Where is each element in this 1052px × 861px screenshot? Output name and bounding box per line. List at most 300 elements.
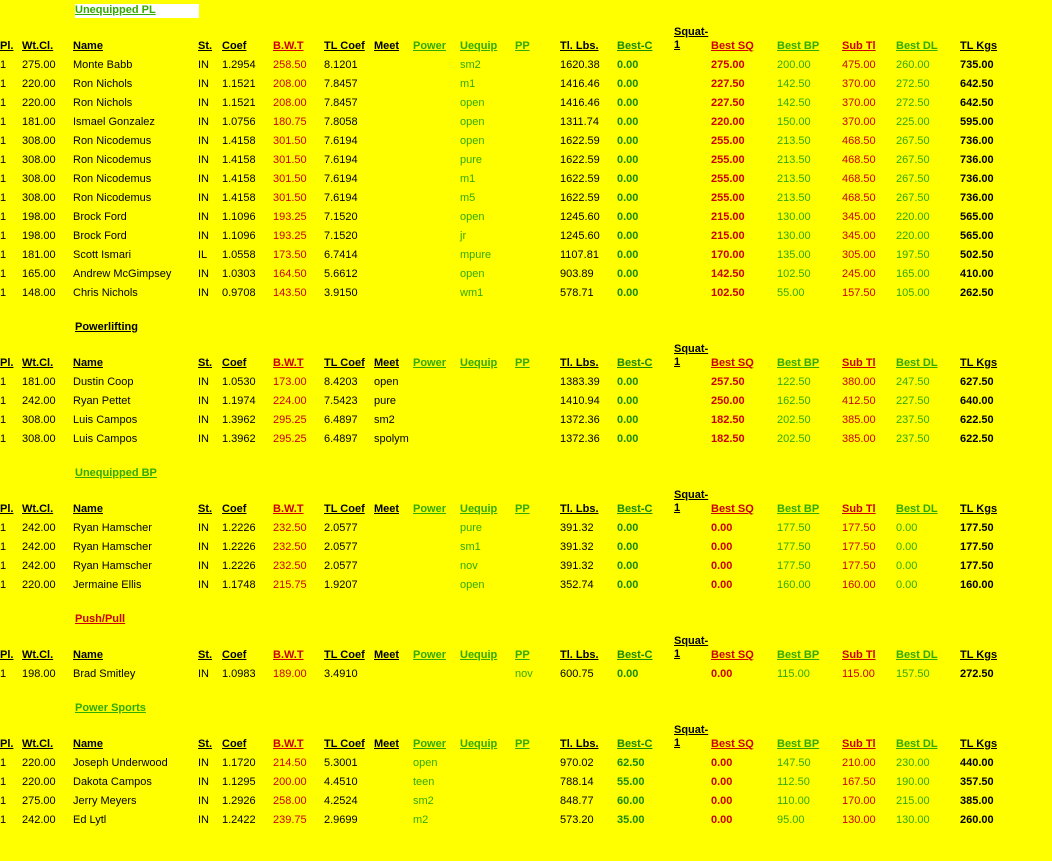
cell-st: IN bbox=[198, 541, 209, 553]
cell-st: IN bbox=[198, 414, 209, 426]
header-best-c[interactable]: Best-C bbox=[617, 357, 653, 369]
cell-sub-tl: 475.00 bbox=[842, 59, 876, 71]
cell-best-c: 0.00 bbox=[617, 433, 639, 445]
cell-bwt: 214.50 bbox=[273, 757, 307, 769]
cell-pl: 1 bbox=[0, 249, 7, 261]
cell-best-bp: 142.50 bbox=[777, 97, 811, 109]
cell-st: IN bbox=[198, 173, 209, 185]
cell-tl-lbs: 1245.60 bbox=[560, 211, 600, 223]
cell-tl-coef: 7.8457 bbox=[324, 97, 358, 109]
cell-best-sq: 170.00 bbox=[711, 249, 745, 261]
table-row bbox=[0, 553, 1020, 572]
header-power[interactable]: Power bbox=[413, 357, 447, 369]
cell-pl: 1 bbox=[0, 776, 7, 788]
table-row bbox=[0, 90, 1020, 109]
cell-pp: nov bbox=[515, 668, 533, 680]
header-tl-lbs[interactable]: Tl. Lbs. bbox=[560, 40, 599, 52]
header-squat-1[interactable]: Squat-1 bbox=[674, 489, 709, 514]
cell-wt-cl: 275.00 bbox=[22, 59, 56, 71]
cell-meet: sm2 bbox=[374, 414, 395, 426]
header-tl-coef[interactable]: TL Coef bbox=[324, 738, 365, 750]
header-squat-1[interactable]: Squat-1 bbox=[674, 26, 709, 51]
cell-sub-tl: 385.00 bbox=[842, 414, 876, 426]
table-row bbox=[0, 261, 1020, 280]
cell-tl-kgs: 502.50 bbox=[960, 249, 994, 261]
cell-power bbox=[413, 90, 460, 109]
header-bwt[interactable]: B.W.T bbox=[273, 357, 304, 369]
header-tl-kgs[interactable]: TL Kgs bbox=[960, 649, 998, 661]
cell-pp bbox=[515, 388, 560, 407]
cell-coef: 1.2926 bbox=[222, 795, 256, 807]
cell-wt-cl: 308.00 bbox=[22, 173, 56, 185]
cell-sub-tl: 468.50 bbox=[842, 192, 876, 204]
cell-st: IL bbox=[198, 249, 208, 261]
header-best-bp[interactable]: Best BP bbox=[777, 357, 820, 369]
header-meet[interactable]: Meet bbox=[374, 357, 400, 369]
cell-best-c: 55.00 bbox=[617, 776, 645, 788]
cell-uequip: sm2 bbox=[460, 59, 481, 71]
cell-best-dl: 230.00 bbox=[896, 757, 930, 769]
header-tl-coef[interactable]: TL Coef bbox=[324, 503, 365, 515]
section-title[interactable]: Powerlifting bbox=[75, 321, 138, 333]
header-meet[interactable]: Meet bbox=[374, 40, 400, 52]
header-uequip[interactable]: Uequip bbox=[460, 503, 498, 515]
cell-squat-1 bbox=[674, 204, 711, 223]
cell-pp bbox=[515, 572, 560, 591]
cell-pp bbox=[515, 128, 560, 147]
cell-best-dl: 225.00 bbox=[896, 116, 930, 128]
cell-power bbox=[413, 71, 460, 90]
cell-st: IN bbox=[198, 376, 209, 388]
cell-power: m2 bbox=[413, 814, 429, 826]
cell-squat-1 bbox=[674, 109, 711, 128]
cell-sub-tl: 177.50 bbox=[842, 522, 876, 534]
header-name[interactable]: Name bbox=[73, 503, 103, 515]
cell-st: IN bbox=[198, 757, 209, 769]
header-name[interactable]: Name bbox=[73, 738, 103, 750]
cell-tl-lbs: 1620.38 bbox=[560, 59, 600, 71]
header-st[interactable]: St. bbox=[198, 40, 213, 52]
cell-wt-cl: 181.00 bbox=[22, 116, 56, 128]
header-best-bp[interactable]: Best BP bbox=[777, 649, 820, 661]
cell-st: IN bbox=[198, 154, 209, 166]
header-squat-1[interactable]: Squat-1 bbox=[674, 635, 709, 660]
header-tl-kgs[interactable]: TL Kgs bbox=[960, 357, 998, 369]
header-wt-cl[interactable]: Wt.Cl. bbox=[22, 503, 54, 515]
cell-best-dl: 197.50 bbox=[896, 249, 930, 261]
cell-bwt: 164.50 bbox=[273, 268, 307, 280]
cell-best-bp: 162.50 bbox=[777, 395, 811, 407]
cell-best-c: 0.00 bbox=[617, 230, 639, 242]
cell-best-dl: 267.50 bbox=[896, 135, 930, 147]
cell-tl-lbs: 848.77 bbox=[560, 795, 594, 807]
header-sub-tl[interactable]: Sub Tl bbox=[842, 738, 876, 750]
cell-wt-cl: 308.00 bbox=[22, 192, 56, 204]
header-tl-kgs[interactable]: TL Kgs bbox=[960, 503, 998, 515]
cell-tl-kgs: 177.50 bbox=[960, 522, 994, 534]
cell-coef: 1.0756 bbox=[222, 116, 256, 128]
table-row bbox=[0, 280, 1020, 299]
cell-best-dl: 247.50 bbox=[896, 376, 930, 388]
header-st[interactable]: St. bbox=[198, 357, 213, 369]
cell-coef: 1.1748 bbox=[222, 579, 256, 591]
cell-squat-1 bbox=[674, 52, 711, 71]
header-bwt[interactable]: B.W.T bbox=[273, 649, 304, 661]
cell-st: IN bbox=[198, 522, 209, 534]
header-tl-kgs[interactable]: TL Kgs bbox=[960, 738, 998, 750]
cell-wt-cl: 242.00 bbox=[22, 522, 56, 534]
cell-coef: 1.2226 bbox=[222, 541, 256, 553]
header-name[interactable]: Name bbox=[73, 357, 103, 369]
header-name[interactable]: Name bbox=[73, 40, 103, 52]
cell-meet bbox=[374, 807, 413, 826]
header-power[interactable]: Power bbox=[413, 649, 447, 661]
cell-power bbox=[413, 204, 460, 223]
cell-tl-coef: 2.0577 bbox=[324, 541, 358, 553]
header-st[interactable]: St. bbox=[198, 738, 213, 750]
header-best-bp[interactable]: Best BP bbox=[777, 503, 820, 515]
header-power[interactable]: Power bbox=[413, 40, 447, 52]
cell-tl-lbs: 1245.60 bbox=[560, 230, 600, 242]
header-pp[interactable]: PP bbox=[515, 40, 530, 52]
header-best-dl[interactable]: Best DL bbox=[896, 40, 938, 52]
header-uequip[interactable]: Uequip bbox=[460, 357, 498, 369]
cell-meet bbox=[374, 242, 413, 261]
cell-coef: 1.1096 bbox=[222, 230, 256, 242]
cell-power bbox=[413, 185, 460, 204]
header-coef[interactable]: Coef bbox=[222, 357, 247, 369]
cell-tl-kgs: 735.00 bbox=[960, 59, 994, 71]
cell-bwt: 258.00 bbox=[273, 795, 307, 807]
header-best-bp[interactable]: Best BP bbox=[777, 738, 820, 750]
cell-pp bbox=[515, 71, 560, 90]
cell-coef: 1.0530 bbox=[222, 376, 256, 388]
cell-name: Brock Ford bbox=[73, 230, 127, 242]
cell-sub-tl: 177.50 bbox=[842, 541, 876, 553]
cell-meet bbox=[374, 280, 413, 299]
header-coef[interactable]: Coef bbox=[222, 649, 247, 661]
header-tl-coef[interactable]: TL Coef bbox=[324, 357, 365, 369]
cell-sub-tl: 468.50 bbox=[842, 154, 876, 166]
header-coef[interactable]: Coef bbox=[222, 738, 247, 750]
table-row bbox=[0, 661, 1020, 680]
header-bwt[interactable]: B.W.T bbox=[273, 503, 304, 515]
header-pp[interactable]: PP bbox=[515, 738, 530, 750]
cell-pl: 1 bbox=[0, 433, 7, 445]
cell-uequip: m1 bbox=[460, 78, 476, 90]
cell-coef: 1.1974 bbox=[222, 395, 256, 407]
table-row bbox=[0, 204, 1020, 223]
section-title[interactable]: Unequipped BP bbox=[75, 467, 157, 479]
cell-coef: 0.9708 bbox=[222, 287, 256, 299]
cell-st: IN bbox=[198, 116, 209, 128]
cell-tl-coef: 1.9207 bbox=[324, 579, 358, 591]
table-row bbox=[0, 147, 1020, 166]
header-pl[interactable]: Pl. bbox=[0, 357, 14, 369]
cell-tl-lbs: 391.32 bbox=[560, 522, 594, 534]
cell-sub-tl: 305.00 bbox=[842, 249, 876, 261]
cell-sub-tl: 370.00 bbox=[842, 78, 876, 90]
header-power[interactable]: Power bbox=[413, 738, 447, 750]
cell-coef: 1.4158 bbox=[222, 154, 256, 166]
cell-best-bp: 202.50 bbox=[777, 433, 811, 445]
cell-best-dl: 105.00 bbox=[896, 287, 930, 299]
header-meet[interactable]: Meet bbox=[374, 649, 400, 661]
section-title[interactable]: Power Sports bbox=[75, 702, 146, 714]
header-bwt[interactable]: B.W.T bbox=[273, 738, 304, 750]
cell-tl-lbs: 1416.46 bbox=[560, 78, 600, 90]
cell-uequip: open bbox=[460, 116, 485, 128]
header-uequip[interactable]: Uequip bbox=[460, 738, 498, 750]
cell-pp bbox=[515, 185, 560, 204]
cell-meet bbox=[374, 515, 413, 534]
header-meet[interactable]: Meet bbox=[374, 503, 400, 515]
cell-power bbox=[413, 261, 460, 280]
header-squat-1[interactable]: Squat-1 bbox=[674, 343, 709, 368]
cell-tl-lbs: 573.20 bbox=[560, 814, 594, 826]
cell-squat-1 bbox=[674, 71, 711, 90]
header-tl-lbs[interactable]: Tl. Lbs. bbox=[560, 649, 599, 661]
cell-best-c: 0.00 bbox=[617, 668, 639, 680]
cell-best-bp: 55.00 bbox=[777, 287, 805, 299]
cell-bwt: 224.00 bbox=[273, 395, 307, 407]
header-pl[interactable]: Pl. bbox=[0, 503, 14, 515]
cell-sub-tl: 468.50 bbox=[842, 173, 876, 185]
cell-wt-cl: 181.00 bbox=[22, 376, 56, 388]
cell-tl-kgs: 177.50 bbox=[960, 560, 994, 572]
cell-sub-tl: 177.50 bbox=[842, 560, 876, 572]
header-wt-cl[interactable]: Wt.Cl. bbox=[22, 738, 54, 750]
header-pp[interactable]: PP bbox=[515, 357, 530, 369]
header-meet[interactable]: Meet bbox=[374, 738, 400, 750]
header-st[interactable]: St. bbox=[198, 649, 213, 661]
cell-meet bbox=[374, 128, 413, 147]
header-best-sq[interactable]: Best SQ bbox=[711, 357, 754, 369]
header-tl-kgs[interactable]: TL Kgs bbox=[960, 40, 998, 52]
cell-best-dl: 267.50 bbox=[896, 154, 930, 166]
cell-power bbox=[413, 426, 460, 445]
header-best-sq[interactable]: Best SQ bbox=[711, 649, 754, 661]
table-row bbox=[0, 242, 1020, 261]
cell-name: Joseph Underwood bbox=[73, 757, 168, 769]
header-tl-lbs[interactable]: Tl. Lbs. bbox=[560, 738, 599, 750]
section-title[interactable]: Push/Pull bbox=[75, 613, 126, 625]
header-name[interactable]: Name bbox=[73, 649, 103, 661]
cell-best-bp: 130.00 bbox=[777, 211, 811, 223]
cell-sub-tl: 345.00 bbox=[842, 211, 876, 223]
cell-wt-cl: 220.00 bbox=[22, 579, 56, 591]
cell-sub-tl: 157.50 bbox=[842, 287, 876, 299]
cell-meet bbox=[374, 261, 413, 280]
header-sub-tl[interactable]: Sub Tl bbox=[842, 40, 876, 52]
cell-bwt: 193.25 bbox=[273, 211, 307, 223]
cell-sub-tl: 370.00 bbox=[842, 97, 876, 109]
cell-best-sq: 250.00 bbox=[711, 395, 745, 407]
cell-bwt: 301.50 bbox=[273, 154, 307, 166]
header-tl-lbs[interactable]: Tl. Lbs. bbox=[560, 357, 599, 369]
cell-pp bbox=[515, 407, 560, 426]
cell-meet bbox=[374, 553, 413, 572]
cell-best-dl: 215.00 bbox=[896, 795, 930, 807]
cell-st: IN bbox=[198, 211, 209, 223]
header-tl-coef[interactable]: TL Coef bbox=[324, 40, 365, 52]
header-best-bp[interactable]: Best BP bbox=[777, 40, 820, 52]
cell-meet bbox=[374, 71, 413, 90]
cell-bwt: 295.25 bbox=[273, 433, 307, 445]
cell-pl: 1 bbox=[0, 173, 7, 185]
cell-best-sq: 227.50 bbox=[711, 97, 745, 109]
cell-uequip bbox=[460, 769, 515, 788]
header-st[interactable]: St. bbox=[198, 503, 213, 515]
cell-tl-kgs: 642.50 bbox=[960, 97, 994, 109]
header-uequip[interactable]: Uequip bbox=[460, 649, 498, 661]
cell-best-sq: 215.00 bbox=[711, 230, 745, 242]
cell-pp bbox=[515, 788, 560, 807]
header-wt-cl[interactable]: Wt.Cl. bbox=[22, 649, 54, 661]
cell-wt-cl: 242.00 bbox=[22, 560, 56, 572]
cell-coef: 1.1521 bbox=[222, 97, 256, 109]
cell-squat-1 bbox=[674, 388, 711, 407]
cell-pl: 1 bbox=[0, 59, 7, 71]
cell-power bbox=[413, 515, 460, 534]
header-best-dl[interactable]: Best DL bbox=[896, 738, 938, 750]
cell-best-sq: 0.00 bbox=[711, 522, 733, 534]
header-coef[interactable]: Coef bbox=[222, 40, 247, 52]
cell-tl-kgs: 622.50 bbox=[960, 433, 994, 445]
cell-tl-coef: 7.6194 bbox=[324, 154, 358, 166]
cell-best-c: 0.00 bbox=[617, 414, 639, 426]
header-bwt[interactable]: B.W.T bbox=[273, 40, 304, 52]
header-tl-lbs[interactable]: Tl. Lbs. bbox=[560, 503, 599, 515]
header-pl[interactable]: Pl. bbox=[0, 649, 14, 661]
header-pl[interactable]: Pl. bbox=[0, 738, 14, 750]
header-row bbox=[0, 625, 1020, 661]
cell-power bbox=[413, 52, 460, 71]
cell-uequip bbox=[460, 750, 515, 769]
cell-uequip: mpure bbox=[460, 249, 492, 261]
header-sub-tl[interactable]: Sub Tl bbox=[842, 649, 876, 661]
table-row bbox=[0, 52, 1020, 71]
cell-bwt: 200.00 bbox=[273, 776, 307, 788]
header-pp[interactable]: PP bbox=[515, 503, 530, 515]
cell-best-sq: 255.00 bbox=[711, 135, 745, 147]
cell-uequip bbox=[460, 388, 515, 407]
cell-best-bp: 122.50 bbox=[777, 376, 811, 388]
cell-squat-1 bbox=[674, 147, 711, 166]
cell-tl-kgs: 440.00 bbox=[960, 757, 994, 769]
cell-name: Ron Nicodemus bbox=[73, 154, 152, 166]
header-best-dl[interactable]: Best DL bbox=[896, 503, 938, 515]
cell-st: IN bbox=[198, 268, 209, 280]
cell-bwt: 301.50 bbox=[273, 173, 307, 185]
cell-name: Ryan Hamscher bbox=[73, 560, 152, 572]
cell-best-c: 0.00 bbox=[617, 268, 639, 280]
cell-best-bp: 112.50 bbox=[777, 776, 810, 788]
cell-tl-coef: 6.4897 bbox=[324, 414, 358, 426]
cell-sub-tl: 412.50 bbox=[842, 395, 876, 407]
cell-coef: 1.2226 bbox=[222, 522, 256, 534]
cell-meet bbox=[374, 572, 413, 591]
cell-meet bbox=[374, 534, 413, 553]
cell-best-c: 0.00 bbox=[617, 59, 639, 71]
cell-name: Ryan Hamscher bbox=[73, 522, 152, 534]
header-best-c[interactable]: Best-C bbox=[617, 649, 653, 661]
cell-best-c: 0.00 bbox=[617, 116, 639, 128]
cell-uequip bbox=[460, 426, 515, 445]
header-uequip[interactable]: Uequip bbox=[460, 40, 498, 52]
cell-power bbox=[413, 572, 460, 591]
cell-pp bbox=[515, 166, 560, 185]
cell-best-c: 0.00 bbox=[617, 541, 639, 553]
header-best-sq[interactable]: Best SQ bbox=[711, 40, 754, 52]
header-sub-tl[interactable]: Sub Tl bbox=[842, 357, 876, 369]
cell-coef: 1.0303 bbox=[222, 268, 256, 280]
cell-best-bp: 115.00 bbox=[777, 668, 810, 680]
cell-tl-lbs: 1622.59 bbox=[560, 192, 600, 204]
cell-wt-cl: 148.00 bbox=[22, 287, 56, 299]
cell-st: IN bbox=[198, 560, 209, 572]
header-wt-cl[interactable]: Wt.Cl. bbox=[22, 40, 54, 52]
header-pl[interactable]: Pl. bbox=[0, 40, 14, 52]
cell-power bbox=[413, 369, 460, 388]
cell-squat-1 bbox=[674, 261, 711, 280]
header-best-dl[interactable]: Best DL bbox=[896, 649, 938, 661]
cell-tl-lbs: 600.75 bbox=[560, 668, 594, 680]
cell-meet bbox=[374, 769, 413, 788]
cell-best-c: 62.50 bbox=[617, 757, 645, 769]
table-row bbox=[0, 223, 1020, 242]
header-best-sq[interactable]: Best SQ bbox=[711, 503, 754, 515]
header-pp[interactable]: PP bbox=[515, 649, 530, 661]
header-best-c[interactable]: Best-C bbox=[617, 503, 653, 515]
cell-bwt: 232.50 bbox=[273, 541, 307, 553]
cell-best-c: 0.00 bbox=[617, 135, 639, 147]
cell-tl-coef: 7.1520 bbox=[324, 230, 358, 242]
cell-best-c: 60.00 bbox=[617, 795, 645, 807]
header-best-c[interactable]: Best-C bbox=[617, 738, 653, 750]
cell-pp bbox=[515, 369, 560, 388]
header-power[interactable]: Power bbox=[413, 503, 447, 515]
cell-pl: 1 bbox=[0, 78, 7, 90]
cell-name: Ed Lytl bbox=[73, 814, 107, 826]
section-title[interactable]: Unequipped PL bbox=[75, 4, 199, 18]
cell-st: IN bbox=[198, 795, 209, 807]
table-row bbox=[0, 572, 1020, 591]
table-row bbox=[0, 407, 1020, 426]
header-wt-cl[interactable]: Wt.Cl. bbox=[22, 357, 54, 369]
header-best-c[interactable]: Best-C bbox=[617, 40, 653, 52]
header-coef[interactable]: Coef bbox=[222, 503, 247, 515]
header-tl-coef[interactable]: TL Coef bbox=[324, 649, 365, 661]
cell-best-c: 0.00 bbox=[617, 154, 639, 166]
cell-tl-coef: 4.4510 bbox=[324, 776, 358, 788]
header-sub-tl[interactable]: Sub Tl bbox=[842, 503, 876, 515]
header-best-sq[interactable]: Best SQ bbox=[711, 738, 754, 750]
cell-bwt: 301.50 bbox=[273, 192, 307, 204]
cell-best-dl: 157.50 bbox=[896, 668, 930, 680]
cell-best-dl: 237.50 bbox=[896, 414, 930, 426]
cell-tl-lbs: 1372.36 bbox=[560, 433, 600, 445]
cell-pp bbox=[515, 426, 560, 445]
cell-meet: spolym bbox=[374, 433, 409, 445]
cell-pp bbox=[515, 769, 560, 788]
cell-tl-lbs: 1372.36 bbox=[560, 414, 600, 426]
cell-best-bp: 213.50 bbox=[777, 154, 811, 166]
cell-uequip: nov bbox=[460, 560, 478, 572]
header-squat-1[interactable]: Squat-1 bbox=[674, 724, 709, 749]
cell-coef: 1.1720 bbox=[222, 757, 256, 769]
header-best-dl[interactable]: Best DL bbox=[896, 357, 938, 369]
